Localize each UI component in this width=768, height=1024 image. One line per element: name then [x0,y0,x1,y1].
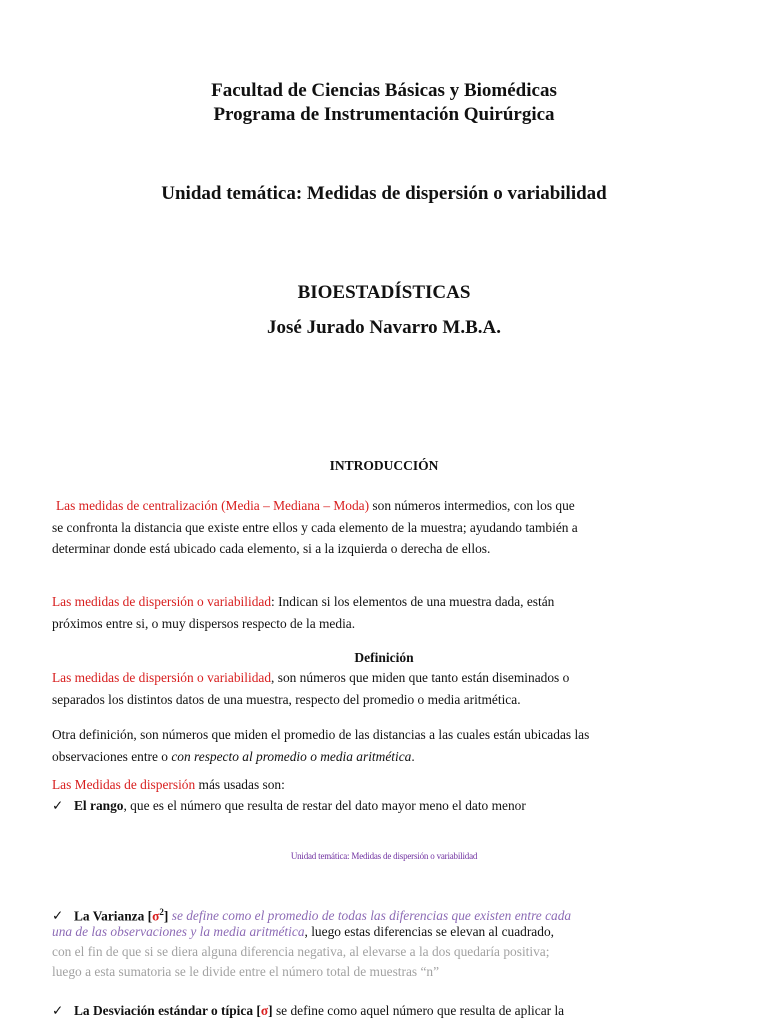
varianza-line3: con el fin de que si se diera alguna diferencia negativa, al elevarse a la dos quedaría positiva; [52,944,550,959]
intro-heading: INTRODUCCIÓN [329,458,439,473]
centralization-term: Las medidas de centralización (Media – Mediana – Moda) [56,498,370,513]
intro-p1-line3: determinar donde está ubicado cada elemento, si a la izquierda o derecha de ellos. [52,541,491,556]
program-title: Programa de Instrumentación Quirúrgica [213,104,555,125]
measures-intro [52,774,716,796]
checkmark-icon: ✓ [52,1003,64,1018]
varianza-italic-line1: se define como el promedio de todas las diferencias que existen entre cada [168,908,572,924]
varianza-italic-line2: una de las observaciones y la media aritmética [52,924,305,939]
varianza-close: ] [163,908,169,924]
intro-paragraph-2 [52,591,716,634]
rango-description: , que es el número que resulta de restar del dato mayor meno el dato menor [123,798,526,813]
varianza-rest: , luego estas diferencias se elevan al cuadrado, [304,924,554,939]
course-title: BIOESTADÍSTICAS [297,282,471,303]
intro-p2-line2: próximos entre si, o muy dispersos respecto de la media. [52,615,356,631]
definition-p4-end: . [411,748,415,764]
list-item-rango [52,795,716,817]
checkmark-icon: ✓ [52,908,64,924]
sigma-symbol: σ [152,908,160,924]
page-footer: Unidad temática: Medidas de dispersión o variabilidad [290,851,478,861]
desviacion-close: ] [268,1003,273,1018]
definition-p3-line2: separados los distintos datos de una muestra, respecto del promedio o media aritmética. [52,691,521,707]
definition-heading: Definición [354,650,414,665]
unit-title: Unidad temática: Medidas de dispersión o variabilidad [161,183,607,204]
varianza-label: La Varianza [ [74,908,153,924]
dispersion-term-2: Las medidas de dispersión o variabilidad [52,670,272,685]
definition-p4-line2: observaciones entre o [52,748,172,764]
checkmark-icon: ✓ [52,798,64,813]
faculty-title: Facultad de Ciencias Básicas y Biomédicas [211,80,557,101]
intro-p1-line1: son números intermedios, con los que [369,498,575,513]
desviacion-rest: se define como aquel número que resulta de aplicar la [272,1003,565,1018]
definition-p4-line1: Otra definición, son números que miden el promedio de las distancias a las cuales están ubicadas las [52,727,590,742]
varianza-line4: luego a esta sumatoria se le divide entre el número total de muestras “n” [52,964,440,979]
desviacion-label: La Desviación estándar o típica [ [74,1003,261,1018]
intro-p2-line1: : Indican si los elementos de una muestra dada, están [271,594,555,609]
rango-label: El rango [74,798,124,813]
definition-paragraph-1 [52,667,716,710]
definition-p3-line1: , son números que miden que tanto están diseminados o [271,670,570,685]
intro-paragraph-1 [52,495,716,560]
intro-p1-line2: se confronta la distancia que existe entre ellos y cada elemento de la muestra; ayudando también a [52,519,578,535]
measures-term: Las Medidas de dispersión [52,777,196,792]
desviacion-block [52,1000,716,1022]
definition-paragraph-2 [52,724,716,767]
sigma-symbol-2: σ [260,1003,269,1018]
dispersion-term: Las medidas de dispersión o variabilidad [52,594,272,609]
varianza-block [52,902,716,982]
varianza-exponent: 2 [159,907,164,917]
author-name: José Jurado Navarro M.B.A. [267,317,501,338]
measures-rest: más usadas son: [195,777,285,792]
definition-p4-italic: con respecto al promedio o media aritmética [171,748,412,764]
